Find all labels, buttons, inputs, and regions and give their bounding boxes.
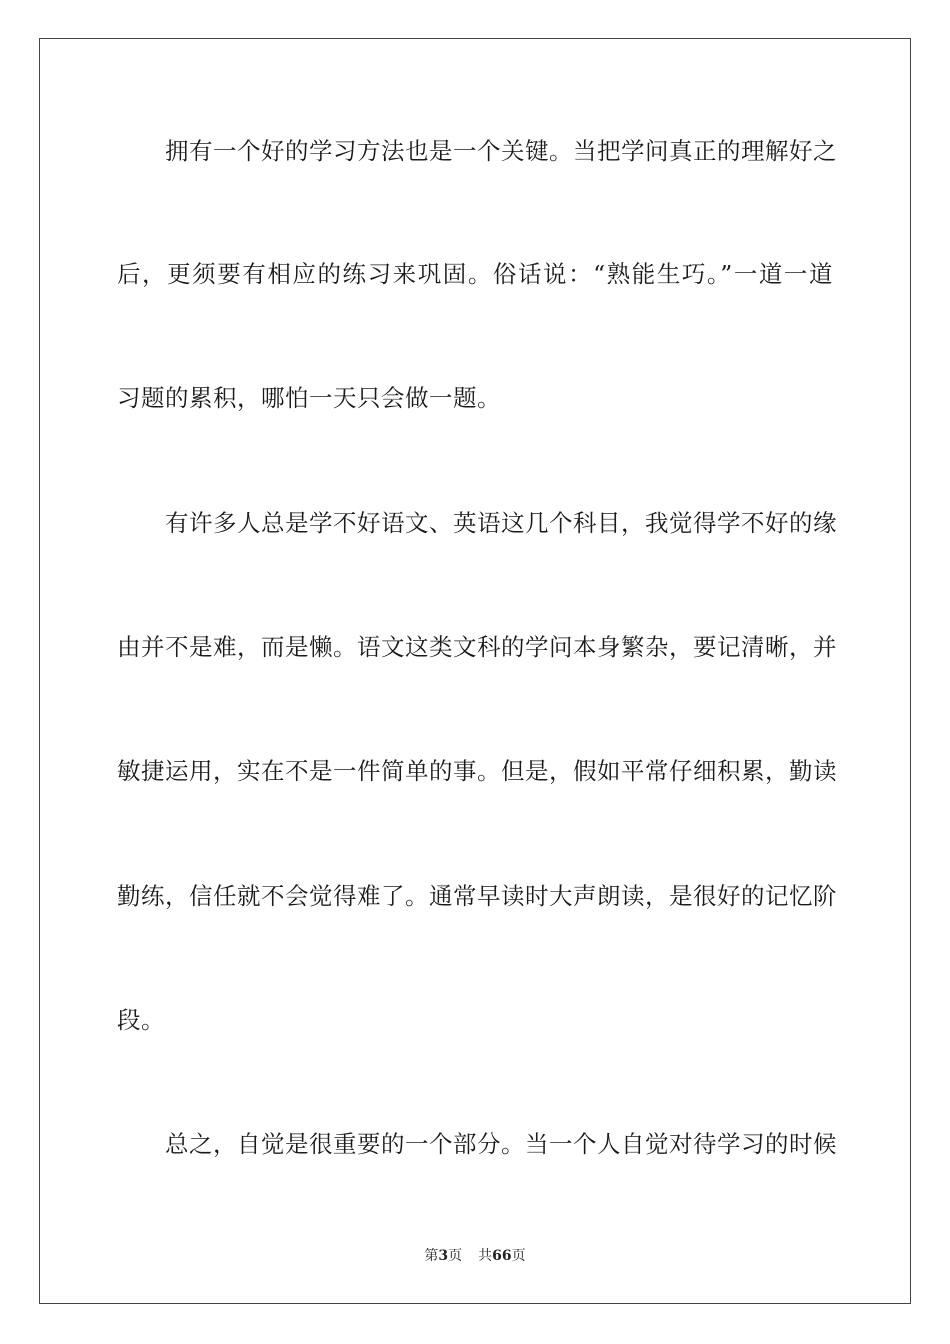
page-border xyxy=(39,38,911,1304)
footer-page-number: 3 xyxy=(438,1248,449,1264)
footer-total-prefix: 共 xyxy=(478,1248,493,1264)
footer-page-prefix: 第 xyxy=(424,1248,439,1264)
page-footer xyxy=(0,1246,950,1266)
paragraph-1-line-1: 拥有一个好的学习方法也是一个关键。当把学问真正的理解好之 xyxy=(165,137,837,165)
paragraph-1-line-3: 习题的累积，哪怕一天只会做一题。 xyxy=(117,384,501,412)
footer-page-suffix: 页 xyxy=(448,1248,463,1264)
paragraph-2-line-5: 段。 xyxy=(117,1006,165,1034)
paragraph-2-line-1: 有许多人总是学不好语文、英语这几个科目，我觉得学不好的缘 xyxy=(165,509,837,537)
footer-total-pages: 66 xyxy=(492,1248,512,1264)
paragraph-3-line-1: 总之，自觉是很重要的一个部分。当一个人自觉对待学习的时候 xyxy=(165,1130,837,1158)
footer-total-suffix: 页 xyxy=(511,1248,526,1264)
paragraph-2-line-3: 敏捷运用，实在不是一件简单的事。但是，假如平常仔细积累，勤读 xyxy=(117,757,837,785)
paragraph-1-line-2: 后，更须要有相应的练习来巩固。俗话说：“熟能生巧。”一道一道 xyxy=(117,260,833,288)
paragraph-2-line-4: 勤练，信任就不会觉得难了。通常早读时大声朗读，是很好的记忆阶 xyxy=(117,882,837,910)
paragraph-2-line-2: 由并不是难，而是懒。语文这类文科的学问本身繁杂，要记清晰，并 xyxy=(117,633,837,661)
